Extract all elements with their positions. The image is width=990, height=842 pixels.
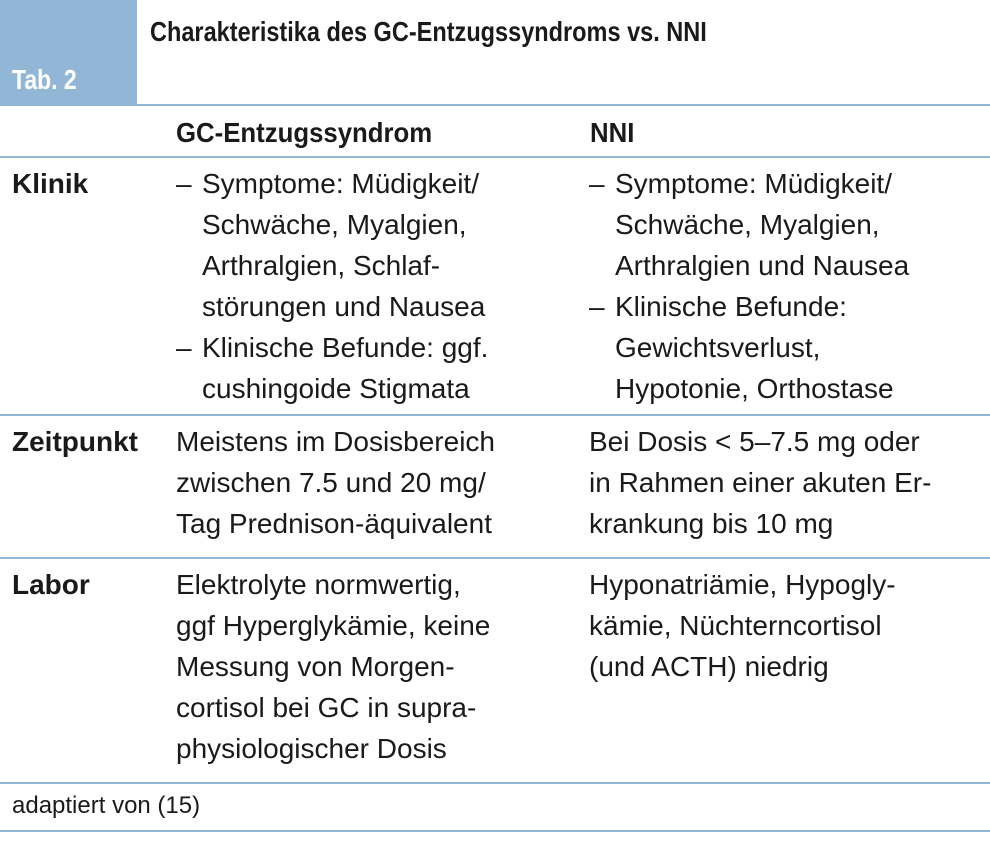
text-line: Symptome: Müdigkeit/ [202, 168, 479, 199]
table-number-label [0, 0, 137, 104]
text-line: ggf Hyperglykämie, keine [176, 610, 491, 641]
zeitpunkt-gc-cell [176, 421, 495, 544]
text-line: physiologischer Dosis [176, 733, 447, 764]
text-line: Klinische Befunde: [615, 291, 847, 322]
text-line: zwischen 7.5 und 20 mg/ [176, 467, 486, 498]
divider-line [0, 557, 990, 559]
text-line: (und ACTH) niedrig [589, 651, 829, 682]
text-line: Gewichtsverlust, [615, 332, 821, 363]
text-line: Hyponatriämie, Hypogly- [589, 569, 896, 600]
list-item [589, 286, 909, 409]
text-line: Klinische Befunde: ggf. [202, 332, 489, 363]
zeitpunkt-nni-cell [589, 421, 931, 544]
text-line: Schwäche, Myalgien, [615, 209, 880, 240]
labor-gc-cell [176, 564, 490, 769]
text-line: Arthralgien, Schlaf- [202, 250, 441, 281]
column-header-gc-entzugssyndrom: GC-Entzugssyndrom [176, 117, 433, 148]
text-line: Messung von Morgen- [176, 651, 455, 682]
source-footnote: adaptiert von (15) [12, 792, 201, 819]
text-line: cushingoide Stigmata [202, 373, 470, 404]
table-number-text: Tab. 2 [12, 64, 77, 95]
divider-line [0, 830, 990, 832]
text-line: Bei Dosis < 5–7.5 mg oder [589, 426, 920, 457]
list-item [589, 163, 909, 286]
labor-nni-cell [589, 564, 896, 687]
text-line: Arthralgien und Nausea [615, 250, 910, 281]
list-item [176, 163, 488, 327]
text-line: krankung bis 10 mg [589, 508, 834, 539]
text-line: cortisol bei GC in supra- [176, 692, 477, 723]
divider-line [0, 104, 990, 106]
text-line: Symptome: Müdigkeit/ [615, 168, 892, 199]
text-line: störungen und Nausea [202, 291, 486, 322]
text-line: Hypotonie, Orthostase [615, 373, 894, 404]
bullet-dash: – [589, 291, 605, 322]
list-item [176, 327, 488, 409]
text-line: Meistens im Dosisbereich [176, 426, 495, 457]
row-label-zeitpunkt: Zeitpunkt [12, 426, 138, 457]
text-line: Tag Prednison-äquivalent [176, 508, 492, 539]
bullet-dash: – [589, 168, 605, 199]
divider-line [0, 782, 990, 784]
row-label-klinik: Klinik [12, 168, 89, 199]
text-line: Schwäche, Myalgien, [202, 209, 467, 240]
bullet-dash: – [176, 332, 192, 363]
column-header-nni: NNI [590, 117, 635, 148]
text-line: kämie, Nüchterncortisol [589, 610, 882, 641]
divider-line [0, 156, 990, 158]
row-label-labor: Labor [12, 569, 90, 600]
divider-line [0, 414, 990, 416]
text-line: Elektrolyte normwertig, [176, 569, 461, 600]
text-line: in Rahmen einer akuten Er- [589, 467, 932, 498]
klinik-gc-cell [176, 163, 488, 409]
klinik-nni-cell [589, 163, 909, 409]
table-title: Charakteristika des GC-Entzugssyndroms vs. NNI [150, 16, 707, 47]
bullet-dash: – [176, 168, 192, 199]
